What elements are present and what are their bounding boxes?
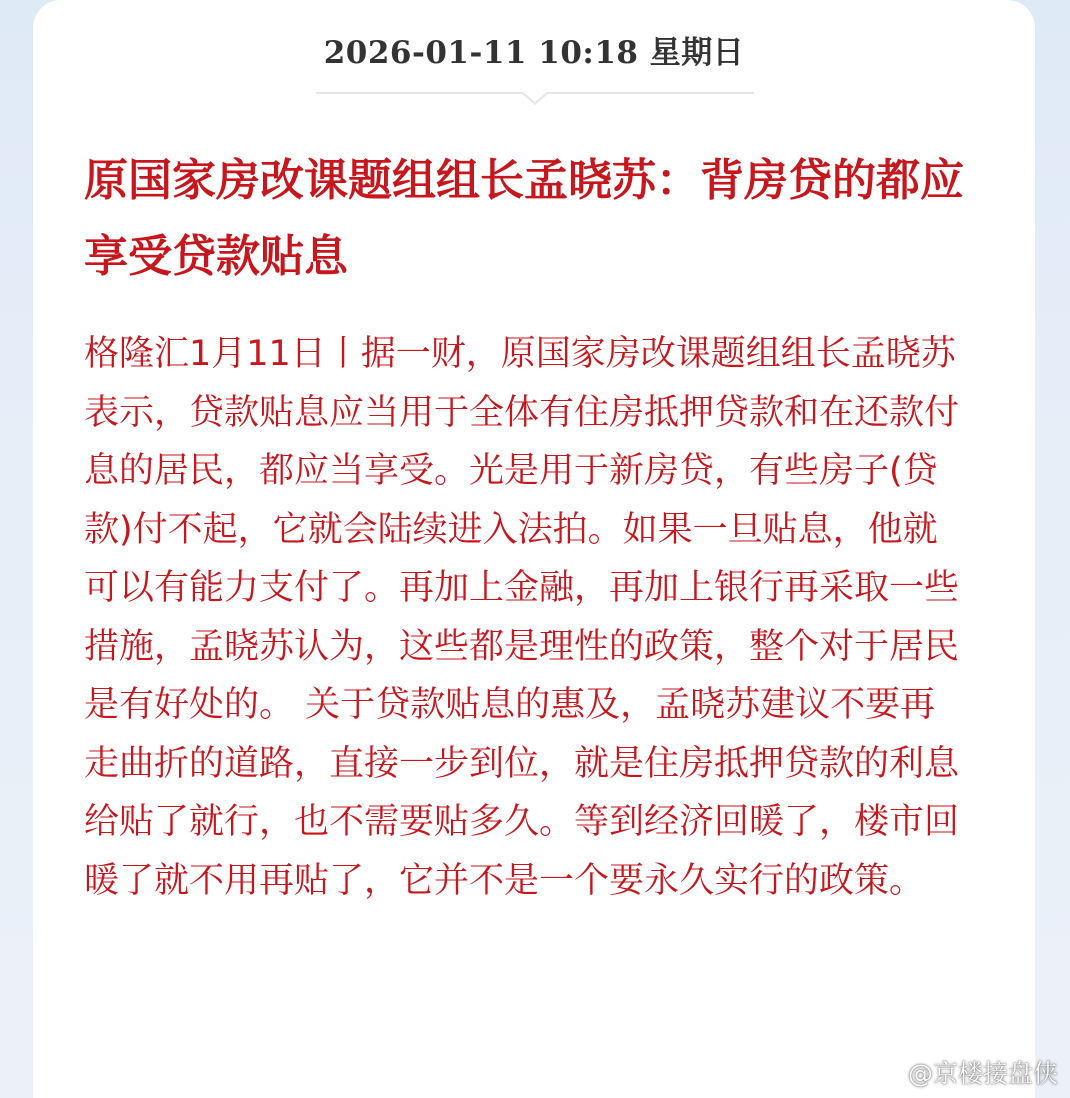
article-body: 格隆汇1月11日丨据一财，原国家房改课题组组长孟晓苏表示，贷款贴息应当用于全体有住房抵押贷款和在还款付息的居民，都应当享受。光是用于新房贷，有些房子(贷款)付不起，它就会陆续进入法拍。如果一旦贴息，他就可以有能力支付了。再加上金融，再加上银行再采取一些措施，孟晓苏认为，这些都是理性的政策，整个对于居民是有好处的。 关于贷款贴息的惠及，孟晓苏建议不要再走曲折的道路，直接一步到位，就是住房抵押贷款的利息给贴了就行，也不需要贴多久。等到经济回暖了，楼市回暖了就不用再贴了，它并不是一个要永久实行的政策。: [84, 334, 960, 901]
divider-notch: [521, 93, 549, 105]
watermark-text: @京楼接盘侠: [907, 1059, 1058, 1088]
watermark: [874, 1054, 1058, 1090]
article-headline: 原国家房改课题组组长孟晓苏：背房贷的都应享受贷款贴息: [84, 155, 964, 282]
post-datetime: 2026-01-11 10:18 星期日: [323, 35, 745, 71]
weibo-icon: [874, 1059, 904, 1085]
article-card: [33, 0, 1035, 1098]
